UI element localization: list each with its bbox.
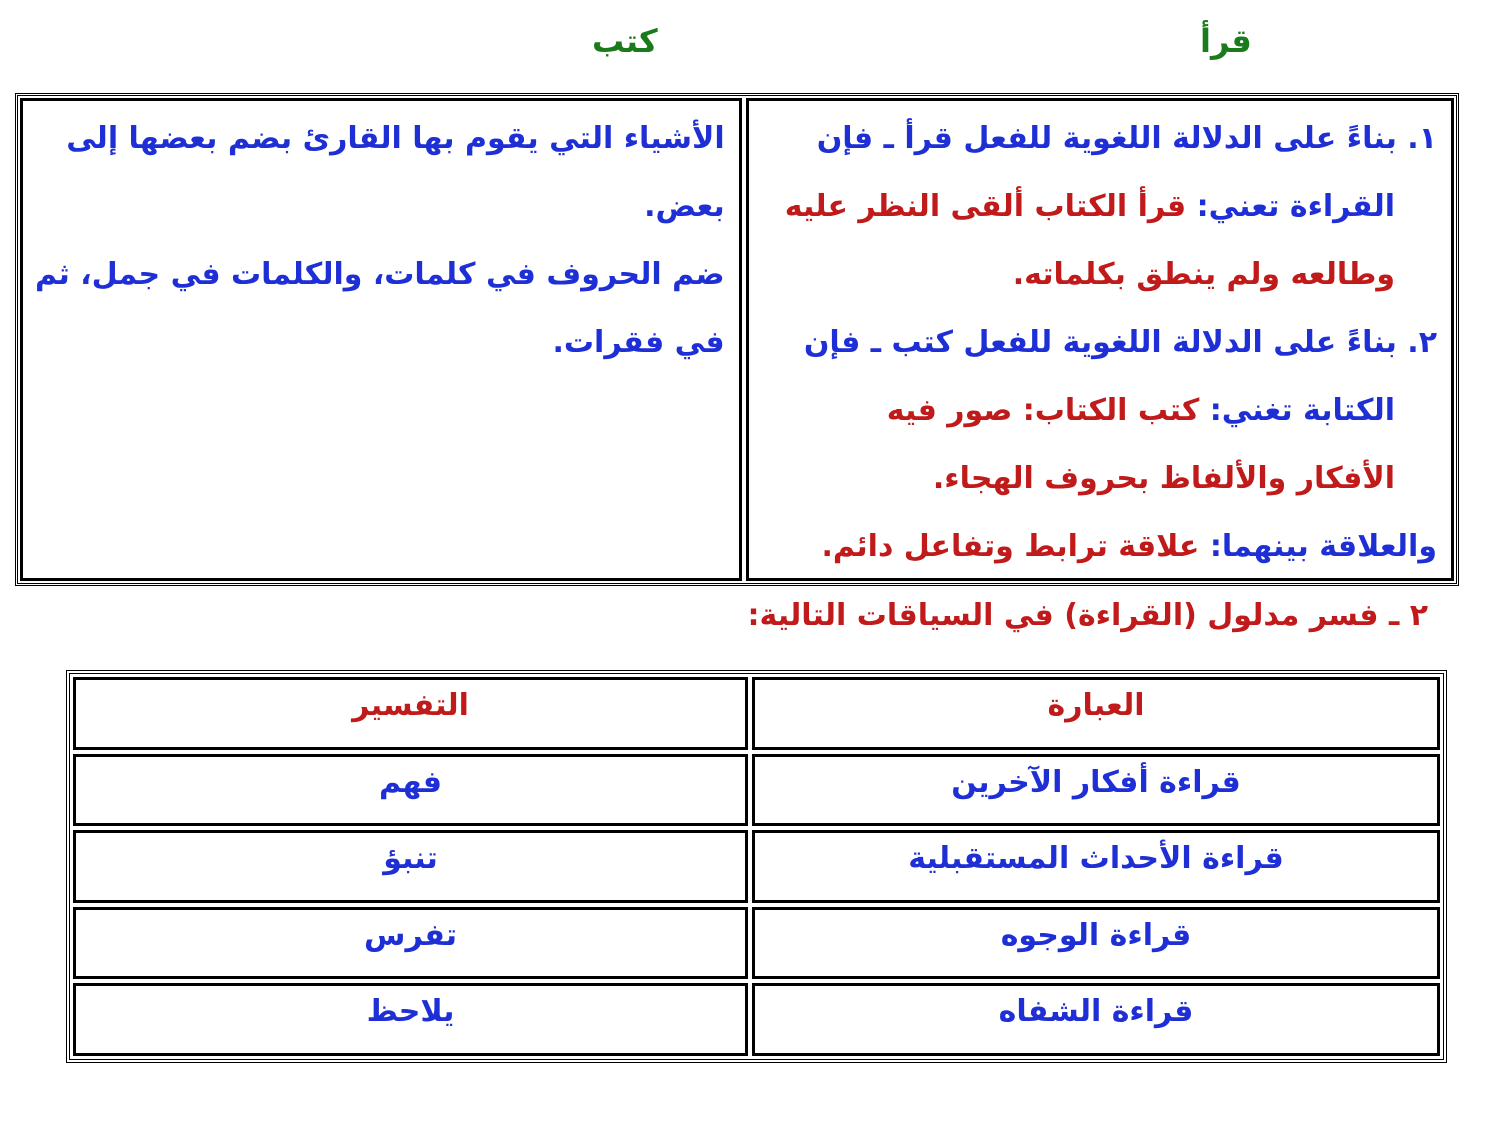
header-meaning: التفسير (73, 677, 748, 750)
row-phrase: قراءة الشفاه (752, 983, 1440, 1056)
paragraph-2-line-2 (761, 377, 1437, 445)
reading-definition: قرأ الكتاب ألقى النظر عليه (784, 189, 1187, 224)
table-row (73, 983, 1440, 1056)
relation-value: علاقة ترابط وتفاعل دائم. (821, 529, 1200, 564)
table-row (73, 830, 1440, 903)
contexts-table (66, 670, 1447, 1063)
paragraph-2-line-3: الأفكار والألفاظ بحروف الهجاء. (932, 461, 1395, 496)
left-line-3: ضم الحروف في كلمات، والكلمات في جمل، ثم (35, 257, 725, 292)
heading-kataba: كتب (592, 22, 658, 60)
table-row (73, 907, 1440, 980)
definitions-box (15, 93, 1459, 586)
left-line-4: في فقرات. (552, 325, 725, 360)
row-phrase: قراءة الوجوه (752, 907, 1440, 980)
relation-line (761, 513, 1437, 581)
reading-means-label: القراءة تعني: (1186, 189, 1395, 224)
row-meaning: تنبؤ (73, 830, 748, 903)
table-header-row (73, 677, 1440, 750)
row-meaning: يلاحظ (73, 983, 748, 1056)
paragraph-1-line-2 (761, 173, 1437, 241)
writing-definition: كتب الكتاب: صور فيه (886, 393, 1200, 428)
paragraph-1-line-1: ١. بناءً على الدلالة اللغوية للفعل قرأ ـ فإن (816, 121, 1437, 156)
row-phrase: قراءة أفكار الآخرين (752, 754, 1440, 827)
paragraph-2-line-1: ٢. بناءً على الدلالة اللغوية للفعل كتب ـ فإن (803, 325, 1437, 360)
question-heading: ٢ ـ فسر مدلول (القراءة) في السياقات التالية: (747, 598, 1428, 633)
table-row (73, 754, 1440, 827)
definition-cell-left (20, 98, 742, 581)
heading-qara: قرأ (1200, 22, 1252, 60)
row-meaning: فهم (73, 754, 748, 827)
row-meaning: تفرس (73, 907, 748, 980)
writing-means-label: الكتابة تغني: (1199, 393, 1395, 428)
paragraph-1-line-3: وطالعه ولم ينطق بكلماته. (1012, 257, 1395, 292)
row-phrase: قراءة الأحداث المستقبلية (752, 830, 1440, 903)
relation-label: والعلاقة بينهما: (1199, 529, 1437, 564)
left-line-1: الأشياء التي يقوم بها القارئ بضم بعضها إلى (66, 121, 725, 156)
left-line-2: بعض. (644, 189, 725, 224)
header-phrase: العبارة (752, 677, 1440, 750)
definition-cell-right (746, 98, 1454, 581)
